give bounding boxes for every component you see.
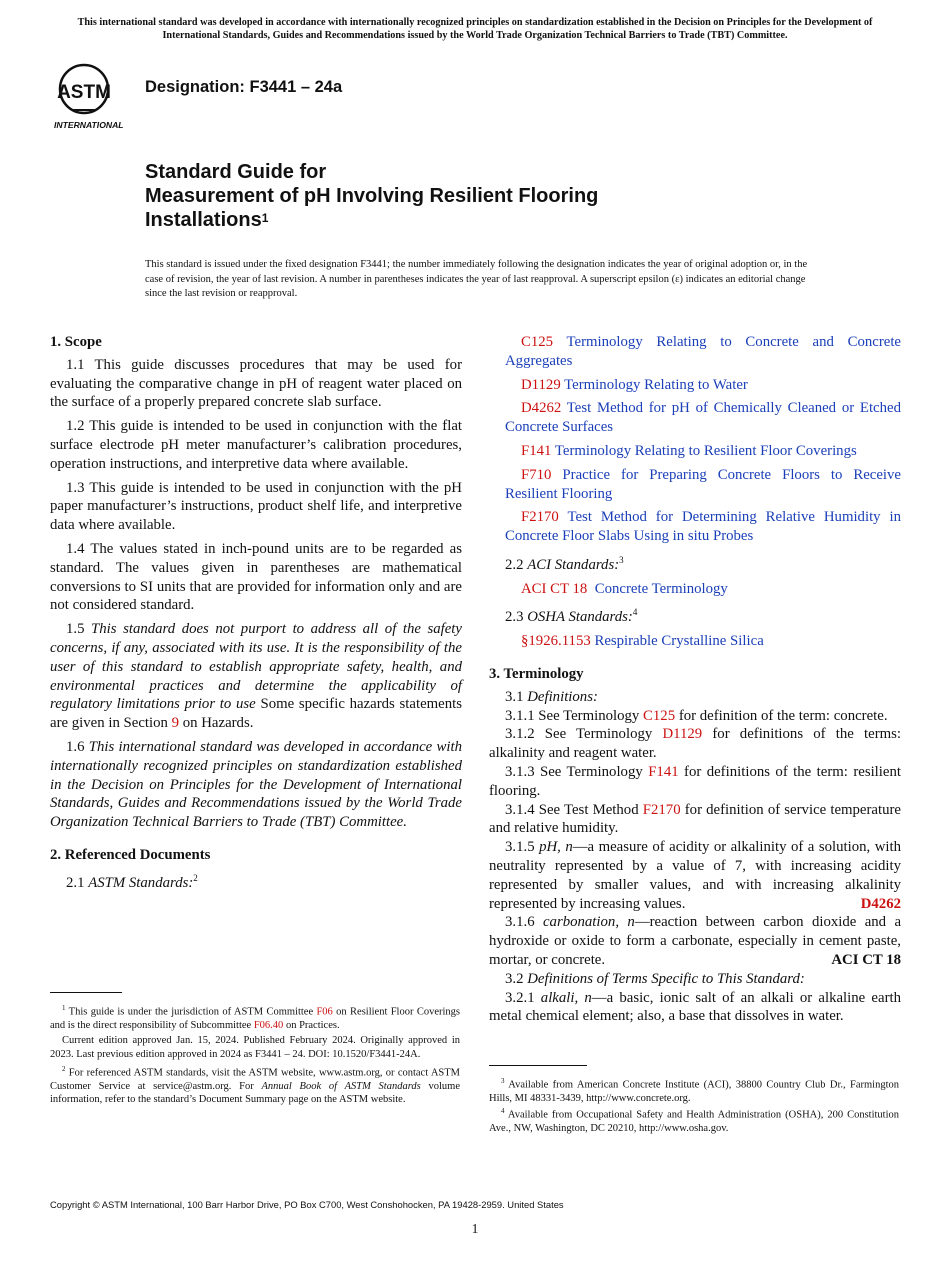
designation-notice: This standard is issued under the fixed designation F3441; the number immediately following the designation indicates the year of original adoption or, in the case of revision, the year of last revision. A number in parentheses indicates the year of last reapproval. A superscript epsilon (ε) indicates an editorial change since the last revision or reapproval. bbox=[145, 259, 808, 300]
paragraph-number: 1.5 bbox=[66, 621, 85, 638]
reference-title[interactable]: Concrete Terminology bbox=[594, 580, 728, 597]
hazards-text: Some specific hazards statements are given in Section bbox=[50, 696, 462, 732]
paragraph-1-1: 1.1 This guide discusses procedures that may be used for evaluating the comparative change in pH of reagent water placed on the surface of a properly prepared concrete slab surface. bbox=[50, 356, 462, 411]
paragraph-number: 3.2.1 bbox=[505, 989, 535, 1006]
footnote-1-edition: Current edition approved Jan. 15, 2024. Published February 2024. Originally approved in 2023. Last previous edition approved in 2024 as F3441 – 24. DOI: 10.1520/F3441-24A. bbox=[50, 1035, 460, 1060]
footnote-text: volume information, refer to the standard’s Document Summary page on the ASTM website. bbox=[50, 1081, 461, 1106]
reference-title[interactable]: Terminology Relating to Resilient Floor Coverings bbox=[554, 442, 857, 459]
title-line-2: Measurement of pH Involving Resilient Flooring bbox=[145, 185, 599, 207]
reference-code[interactable]: C125 bbox=[521, 334, 554, 350]
page-number: 1 bbox=[471, 1221, 479, 1236]
astm-international-logo bbox=[52, 58, 134, 132]
paragraph-number: 3.2 bbox=[505, 970, 524, 987]
c125-link[interactable]: C125 bbox=[643, 707, 676, 724]
wto-statement: This international standard was developed in accordance with internationally recognized principles on standardization established in the Decision on Principles for the Development of International Standards, Guides and Recommendations issued by the World Trade Organization Technical Barriers to Trade (TBT) Committee. bbox=[50, 738, 462, 831]
paragraph-1-4: 1.4 The values stated in inch-pound units are to be regarded as standard. The values given in parentheses are mathematical conversions to SI units that are provided for information only and are not considered standard. bbox=[50, 540, 462, 614]
paragraph-2-1 bbox=[50, 869, 462, 893]
reference-code[interactable]: F141 bbox=[521, 442, 552, 459]
section-heading-terminology: 3. Terminology bbox=[489, 666, 584, 682]
hazards-end: on Hazards. bbox=[182, 715, 254, 732]
paragraph-3-1-4 bbox=[489, 801, 901, 839]
paragraph-number: 2.3 bbox=[505, 609, 524, 626]
footnotes-right bbox=[489, 1075, 899, 1136]
term-ph: pH, n bbox=[539, 839, 573, 856]
paragraph-number: 1.6 bbox=[66, 738, 85, 755]
aci-ct-18-citation: ACI CT 18 bbox=[831, 951, 901, 968]
reference-f141[interactable] bbox=[489, 442, 901, 461]
footnote-rule-right bbox=[489, 1065, 587, 1066]
paragraph-3-2 bbox=[489, 970, 901, 989]
paragraph-2-3 bbox=[489, 603, 901, 627]
reference-title[interactable]: Test Method for pH of Chemically Cleaned or Etched Concrete Surfaces bbox=[505, 400, 901, 436]
paragraph-3-1-5 bbox=[489, 838, 901, 913]
paragraph-number: 2.1 bbox=[66, 874, 85, 891]
d4262-citation[interactable]: D4262 bbox=[860, 895, 901, 912]
title-line-3: Installations bbox=[145, 209, 262, 231]
footnote-text: Available from Occupational Safety and Health Administration (OSHA), 200 Constitution Ave., NW, Washington, DC 20210, http://www.osha.gov. bbox=[489, 1109, 900, 1135]
f2170-link[interactable]: F2170 bbox=[642, 801, 681, 818]
reference-code[interactable]: F2170 bbox=[521, 509, 559, 526]
definitions-label: Definitions: bbox=[527, 688, 598, 705]
reference-code[interactable]: D1129 bbox=[521, 376, 561, 393]
specific-definitions-label: Definitions of Terms Specific to This Standard: bbox=[527, 970, 805, 987]
paragraph-1-5 bbox=[50, 620, 462, 733]
reference-title[interactable]: Respirable Crystalline Silica bbox=[594, 633, 764, 650]
right-column bbox=[489, 333, 901, 1026]
footnote-2 bbox=[50, 1063, 460, 1107]
reference-f710[interactable] bbox=[489, 466, 901, 504]
reference-title[interactable]: Practice for Preparing Concrete Floors to Receive Resilient Flooring bbox=[505, 466, 901, 502]
definition-text: 3.1.2 See Terminology bbox=[505, 726, 653, 743]
footnote-mark: 2 bbox=[62, 1065, 66, 1074]
reference-code[interactable]: D4262 bbox=[521, 400, 562, 417]
section-heading-scope: 1. Scope bbox=[50, 334, 102, 350]
footnote-mark[interactable]: 2 bbox=[193, 872, 198, 883]
f141-link[interactable]: F141 bbox=[648, 763, 679, 780]
footnote-text: For referenced ASTM standards, visit the ASTM website, www.astm.org, or contact ASTM Customer Service at service@astm.org. For bbox=[50, 1067, 460, 1093]
document-title bbox=[145, 160, 598, 232]
paragraph-3-2-1 bbox=[489, 989, 901, 1027]
logo-text: ASTM bbox=[57, 82, 111, 103]
paragraph-2-2 bbox=[489, 551, 901, 575]
reference-title[interactable]: Terminology Relating to Concrete and Concrete Aggregates bbox=[505, 334, 901, 369]
left-column bbox=[50, 333, 462, 892]
definition-text: for definition of the term: concrete. bbox=[678, 707, 888, 724]
paragraph-1-6 bbox=[50, 738, 462, 832]
term-alkali: alkali, n bbox=[540, 989, 592, 1006]
paragraph-3-1-3 bbox=[489, 763, 901, 801]
footnote-4 bbox=[489, 1105, 899, 1135]
reference-c125[interactable] bbox=[489, 333, 901, 371]
footnote-mark: 4 bbox=[501, 1107, 505, 1116]
definition-text: —reaction between carbon dioxide and a hydroxide or oxide to form a carbonate, especially in cement paste, mortar, or concrete. bbox=[489, 914, 902, 968]
d1129-link[interactable]: D1129 bbox=[662, 726, 703, 743]
paragraph-3-1 bbox=[489, 688, 901, 707]
paragraph-3-1-1 bbox=[489, 707, 901, 726]
footnote-rule-left bbox=[50, 992, 122, 993]
paragraph-number: 3.1.6 bbox=[505, 914, 535, 931]
term-carbonation: carbonation, n bbox=[542, 914, 635, 931]
aci-standards-label: ACI Standards: bbox=[527, 556, 620, 573]
paragraph-number: 3.1 bbox=[505, 688, 524, 705]
footnotes-left bbox=[50, 1002, 460, 1107]
footnote-1 bbox=[50, 1002, 460, 1032]
definition-text: —a measure of acidity or alkalinity of a solution, with neutrality represented by a value of 7, with increasing acidity represented by smaller values, and with increasing alkalinity represented by increasing values. bbox=[489, 839, 902, 912]
footnote-mark[interactable]: 4 bbox=[632, 607, 638, 618]
reference-code[interactable]: §1926.1153 bbox=[521, 633, 591, 650]
reference-title[interactable]: Test Method for Determining Relative Humidity in Concrete Floor Slabs Using in situ Probes bbox=[505, 509, 902, 545]
section-heading-referenced-documents: 2. Referenced Documents bbox=[50, 846, 211, 863]
footnote-text: This guide is under the jurisdiction of ASTM Committee bbox=[68, 1006, 314, 1018]
paragraph-3-1-6 bbox=[489, 913, 901, 969]
footnote-mark: 3 bbox=[501, 1077, 505, 1085]
definition-text: 3.1.1 See Terminology bbox=[505, 707, 640, 724]
footnote-text: on Practices. bbox=[285, 1019, 340, 1031]
logo-subtext: INTERNATIONAL bbox=[54, 120, 124, 130]
definition-text: 3.1.3 See Terminology bbox=[505, 763, 643, 780]
reference-aci-ct-18[interactable] bbox=[489, 580, 901, 599]
title-line-1: Standard Guide for bbox=[145, 161, 327, 183]
reference-title[interactable]: Terminology Relating to Water bbox=[564, 376, 748, 393]
designation: Designation: F3441 – 24a bbox=[145, 78, 343, 96]
footnote-text: Available from American Concrete Institute (ACI), 38800 Country Club Dr., Farmington Hills, MI 48331-3439, http://www.concrete.org. bbox=[489, 1079, 899, 1104]
f06-40-link[interactable]: F06.40 bbox=[253, 1019, 284, 1031]
reference-d1129[interactable] bbox=[489, 376, 901, 395]
reference-code[interactable]: ACI CT 18 bbox=[521, 580, 588, 597]
reference-d4262[interactable] bbox=[489, 399, 901, 437]
paragraph-1-2: 1.2 This guide is intended to be used in conjunction with the flat surface electrode pH meter manufacturer’s calibration procedures, operation instructions, and interpretive data where available. bbox=[50, 418, 462, 472]
definition-text: for definitions of the terms: alkalinity and reagent water. bbox=[489, 726, 902, 762]
definition-text: 3.1.4 See Test Method bbox=[505, 801, 639, 818]
footnote-mark[interactable]: 3 bbox=[619, 554, 624, 565]
footnote-3 bbox=[489, 1075, 899, 1105]
reference-f2170[interactable] bbox=[489, 508, 901, 546]
reference-code[interactable]: F710 bbox=[521, 466, 552, 483]
definition-text: for definition of service temperature and relative humidity. bbox=[489, 801, 902, 837]
footnote-italic: Annual Book of ASTM Standards bbox=[261, 1081, 421, 1093]
paragraph-1-3: 1.3 This guide is intended to be used in conjunction with the pH paper manufacturer’s instructions, product shelf life, and interpretive data where available. bbox=[50, 479, 462, 534]
reference-osha-1926-1153[interactable] bbox=[489, 632, 901, 651]
copyright-line: Copyright © ASTM International, 100 Barr Harbor Drive, PO Box C700, West Conshohocken, PA 19428-2959. United States bbox=[50, 1199, 564, 1210]
paragraph-3-1-2 bbox=[489, 725, 901, 763]
footnote-text: on Resilient Floor Coverings and is the direct responsibility of Subcommittee bbox=[50, 1006, 460, 1031]
footnote-mark: 1 bbox=[62, 1004, 66, 1012]
definition-text: for definitions of the term: resilient flooring. bbox=[489, 763, 901, 799]
definition-text: —a basic, ionic salt of an alkali or alkaline earth metal chemical element; also, a base that dissolves in water. bbox=[489, 989, 902, 1025]
f06-link[interactable]: F06 bbox=[316, 1006, 333, 1018]
astm-standards-label: ASTM Standards: bbox=[88, 874, 194, 891]
title-footnote-mark[interactable]: 1 bbox=[261, 211, 269, 225]
osha-standards-label: OSHA Standards: bbox=[527, 609, 633, 626]
section-9-link[interactable]: 9 bbox=[171, 715, 180, 732]
safety-statement: This standard does not purport to address all of the safety concerns, if any, associated with its use. It is the responsibility of the user of this standard to establish appropriate safety, health, and environmental practices and determine the applicability of regulatory limitations prior to use bbox=[50, 621, 462, 713]
paragraph-number: 2.2 bbox=[505, 556, 524, 573]
paragraph-number: 3.1.5 bbox=[505, 839, 535, 856]
tbt-banner: This international standard was developed in accordance with internationally recognized principles on standardization established in the Decision on Principles for the Development of International Standards, Guides and Recommendations issued by the World Trade Organization Technical Barriers to Trade (TBT) Committee. bbox=[77, 17, 873, 41]
